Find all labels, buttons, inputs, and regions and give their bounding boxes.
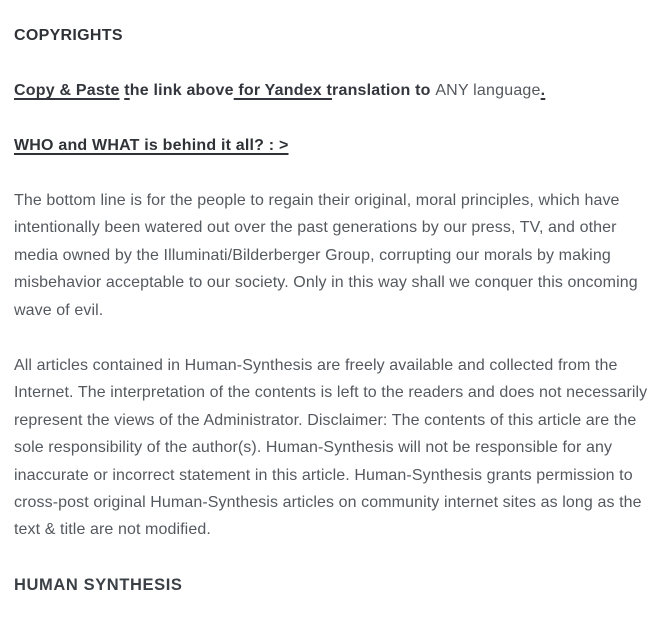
yandex-emphasis: for Yandex t xyxy=(233,82,333,99)
human-synthesis-heading: HUMAN SYNTHESIS xyxy=(14,575,183,594)
translate-text-segment: ranslation to xyxy=(332,82,436,99)
any-language-text: ANY language xyxy=(435,82,541,99)
paragraph-mission: The bottom line is for the people to regain their original, moral principles, which have intentionally been watered out over the past generations by our press, TV, and other media owned by the Illuminati/Bilderberger Group, corrupting our morals by making misbehavior acceptable to our society. Only in this way shall we conquer this oncoming wave of evil. xyxy=(14,192,638,319)
copy-paste-emphasis: Copy & Paste xyxy=(14,82,120,99)
translate-text-segment: he link above xyxy=(129,82,234,99)
who-what-link[interactable]: WHO and WHAT is behind it all? : > xyxy=(14,137,289,154)
copyrights-heading: COPYRIGHTS xyxy=(14,27,123,44)
translate-instruction xyxy=(14,77,652,104)
who-what-line xyxy=(14,132,652,159)
translate-underline-segment: t xyxy=(124,82,130,99)
trailing-period: . xyxy=(540,82,546,99)
paragraph-disclaimer: All articles contained in Human-Synthesis are freely available and collected from the Internet. The interpretation of the contents is left to the readers and does not necessarily represent the views of the Administrator. Disclaimer: The contents of this article are the sole responsibility of the author(s). Human-Synthesis will not be responsible for any inaccurate or incorrect statement in this article. Human-Synthesis grants permission to cross-post original Human-Synthesis articles on community internet sites as long as the text & title are not modified. xyxy=(14,357,648,539)
